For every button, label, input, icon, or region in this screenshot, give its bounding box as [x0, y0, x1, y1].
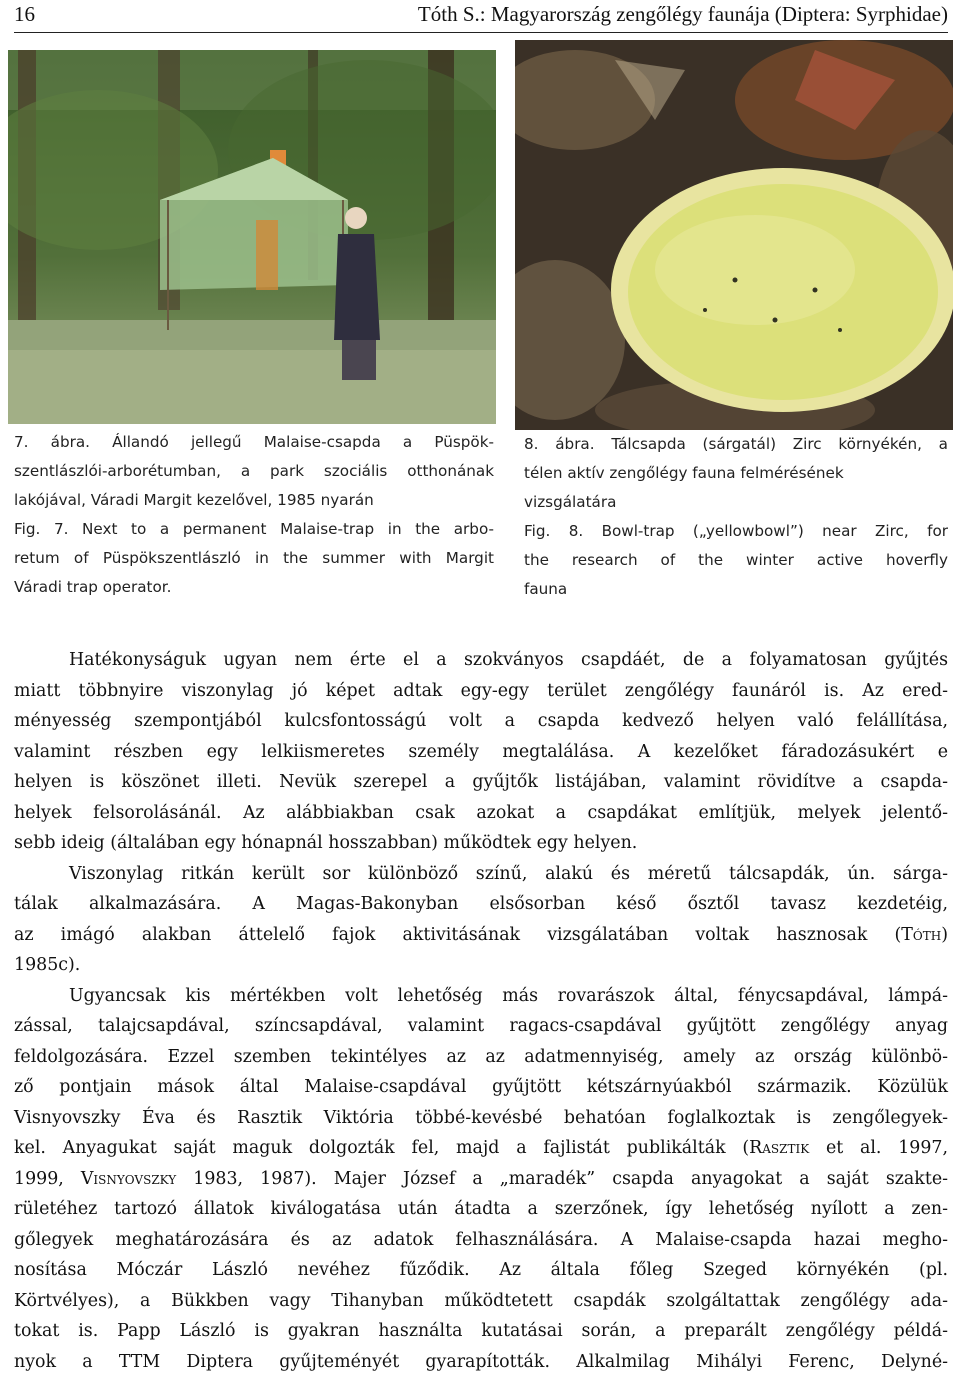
malaise-trap-image — [8, 50, 496, 424]
body-line: ző pontjain mások által Malaise-csapdával gyűjtött kétszárnyúakból származik. Közülük — [14, 1077, 948, 1097]
body-line: Hatékonyságuk ugyan nem érte el a szokványos csapdáét, de a folyamatosan gyűjtés — [69, 650, 948, 670]
body-line: tálak alkalmazására. A Magas-Bakonyban elsősorban késő ősztől tavasz kezdetéig, — [14, 894, 948, 914]
page-number: 16 — [14, 2, 35, 26]
body-line: Visnyovszky Éva és Rasztik Viktória többé-kevésbé behatóan foglalkoztak is zengőlegyek- — [14, 1107, 948, 1128]
body-line: 1985c). — [14, 955, 81, 975]
caption-line: Fig. 7. Next to a permanent Malaise-trap in the arbo- — [14, 520, 494, 538]
figure-7-photo — [8, 50, 496, 424]
figure-8-caption — [524, 430, 948, 604]
author-name: Tóth — [901, 924, 942, 945]
body-line: miatt többnyire viszonylag jó képet adtak egy-egy terület zengőlégy faunáról is. Az ered- — [14, 680, 948, 701]
body-line: valamint részben egy lelkiismeretes személy megtalálása. A kezelőket fáradozásukért e — [14, 741, 948, 762]
body-line-text: ) — [941, 924, 948, 945]
caption-line: szentlászlói-arborétumban, a park szociális otthonának — [14, 462, 494, 480]
body-line: nosítása Móczár László nevéhez fűződik. Az általa főleg Szeged környékén (pl. — [14, 1260, 948, 1280]
body-line — [14, 1133, 948, 1164]
caption-line: retum of Püspökszentlászló in the summer with Margit — [14, 549, 494, 567]
body-line-text: 1983, 1987). Majer József a „maradék” csapda anyagokat a saját szakte- — [176, 1168, 948, 1189]
body-line: nyok a TTM Diptera gyűjteményét gyarapították. Alkalmilag Mihályi Ferenc, Delyné- — [14, 1351, 948, 1372]
figure-8-photo — [515, 40, 953, 430]
body-line: Ugyancsak kis mértékben volt lehetőség más rovarászok által, fénycsapdával, lámpá- — [69, 985, 948, 1006]
body-line-text: 1999, — [14, 1168, 81, 1189]
caption-line: télen aktív zengőlégy fauna felmérésének — [524, 464, 844, 482]
body-line-text: et al. 1997, — [809, 1138, 949, 1158]
caption-line: lakójával, Váradi Margit kezelővel, 1985 nyarán — [14, 491, 374, 509]
body-line — [14, 1164, 948, 1195]
body-line: tokat is. Papp László is gyakran használta kutatásai során, a preparált zengőlégy példá- — [14, 1321, 948, 1341]
body-line: sebb ideig (általában egy hónapnál hosszabban) működtek egy helyen. — [14, 833, 638, 853]
author-name: Visnyovszky — [80, 1168, 177, 1189]
body-line-text: az imágó alakban áttelelő fajok aktivitásának vizsgálatában voltak hasznosak ( — [14, 924, 902, 945]
body-line: helyek felsorolásánál. Az alábbiakban csak azokat a csapdákat említjük, melyek jelentő- — [14, 802, 948, 823]
running-title: Tóth S.: Magyarország zengőlégy faunája (Diptera: Syrphidae) — [417, 2, 948, 26]
body-line: Körtvélyes), a Bükkben vagy Tihanyban működtetett csapdák szolgáltattak zengőlégy ada- — [14, 1290, 948, 1311]
body-line: zással, talajcsapdával, színcsapdával, valamint ragacs-csapdával gyűjtött zengőlégy anyag — [14, 1016, 948, 1036]
body-line: Viszonylag ritkán került sor különböző színű, alakú és méretű tálcsapdák, ún. sárga- — [69, 863, 948, 884]
body-line: feldolgozására. Ezzel szemben tekintélyes az az adatmennyiség, amely az ország különbö- — [14, 1046, 948, 1067]
running-header — [14, 0, 948, 33]
body-line: gőlegyek meghatározására és az adatok felhasználására. A Malaise-csapda hazai megho- — [14, 1229, 948, 1250]
body-line: ményesség szempontjából kulcsfontosságú volt a csapda kedvező helyen való felállítása, — [14, 711, 948, 731]
caption-line: Váradi trap operator. — [14, 578, 172, 596]
author-name: Rasztik — [749, 1138, 810, 1158]
caption-line: 8. ábra. Tálcsapda (sárgatál) Zirc környékén, a — [524, 435, 948, 453]
body-line: rületéhez tartozó állatok kiválogatása után átadta a szerzőnek, így lehetőség nyílott a zen- — [14, 1199, 948, 1219]
caption-line: the research of the winter active hoverfly — [524, 551, 948, 569]
caption-line: 7. ábra. Állandó jellegű Malaise-csapda a Püspök- — [14, 433, 494, 451]
caption-line: vizsgálatára — [524, 493, 617, 511]
body-line: helyen is köszönet illeti. Nevük szerepel a gyűjtők listájában, valamint rövidítve a csapda- — [14, 772, 948, 792]
body-line-text: kel. Anyagukat saját maguk dolgozták fel, majd a fajlistát publikálták ( — [14, 1138, 750, 1158]
body-text — [14, 645, 948, 1377]
caption-line: Fig. 8. Bowl-trap („yellowbowl”) near Zirc, for — [524, 522, 948, 540]
body-line — [14, 920, 948, 951]
caption-line: fauna — [524, 580, 568, 598]
figure-7-caption — [14, 428, 494, 602]
bowl-trap-image — [515, 40, 953, 430]
